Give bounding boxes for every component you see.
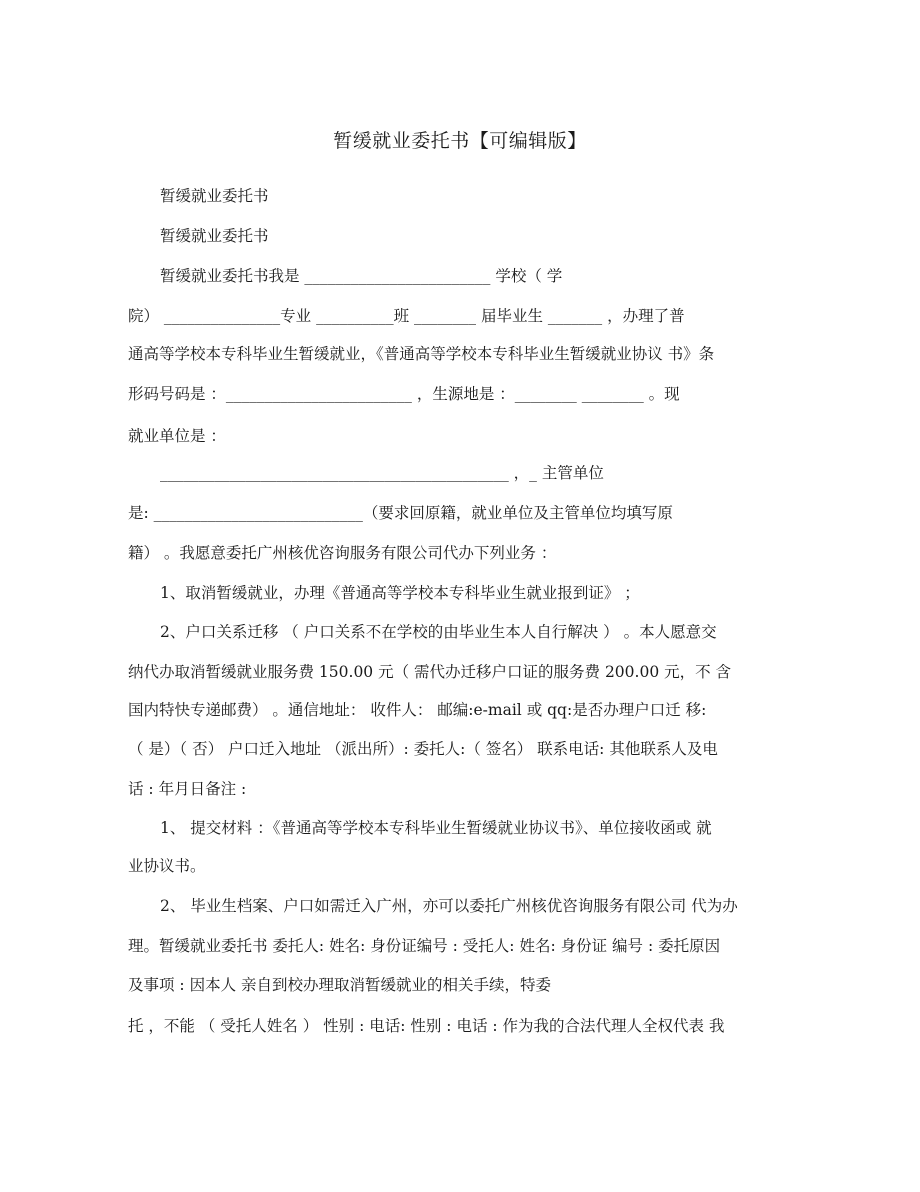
paragraph-line: （ 是）（ 否） 户口迁入地址 （派出所）: 委托人:（ 签名） 联系电话: 其他联系人及电 [128,740,718,758]
paragraph-line: 纳代办取消暂缓就业服务费 150.00 元（ 需代办迁移户口证的服务费 200.00 元，不 含 [128,663,732,681]
paragraph-line: 暂缓就业委托书 [160,227,269,245]
paragraph-line: 就业单位是 ： [128,427,226,445]
paragraph-line: 国内特快专递邮费） 。通信地址： 收件人： 邮编:e-mail 或 qq:是否办理户口迁 移: [128,701,707,719]
paragraph-line: 托 ，不能 （ 受托人姓名 ） 性别 : 电话: 性别 : 电话 : 作为我的合法代理人全权代表 我 [128,1017,725,1035]
paragraph-line: 通高等学校本专科毕业生暂缓就业，《普通高等学校本专科毕业生暂缓就业协议 书》条 [128,345,715,363]
list-item: 1、取消暂缓就业，办理《普通高等学校本专科毕业生就业报到证》 ； [160,584,640,602]
paragraph-line: 业协议书。 [128,857,206,875]
paragraph-line: 话 : 年月日备注 : [128,780,247,798]
paragraph-line: 是: ___________________________（要求回原籍，就业单位及主管单位均填写原 [128,504,673,522]
document-title: 暂缓就业委托书【可编辑版】 [333,130,587,152]
paragraph-line: 及事项 : 因本人 亲自到校办理取消暂缓就业的相关手续，特委 [128,976,552,994]
list-item: 2、 毕业生档案、户口如需迁入广州，亦可以委托广州核优咨询服务有限公司 代为办 [160,897,738,915]
paragraph-line: 理。暂缓就业委托书 委托人: 姓名: 身份证编号 : 受托人: 姓名: 身份证 编号 : 委托原因 [128,937,721,955]
list-item: 2、户口关系迁移 （ 户口关系不在学校的由毕业生本人自行解决 ） 。本人愿意交 [160,623,717,641]
paragraph-line: 暂缓就业委托书我是 ________________________ 学校（ 学 [160,267,563,285]
list-item: 1、 提交材料 ：《普通高等学校本专科毕业生暂缓就业协议书》、单位接收函或 就 [160,819,712,837]
paragraph-line: 院） _______________专业 __________班 ________ 届毕业生 _______ ，办理了普 [128,307,685,325]
paragraph-line: 暂缓就业委托书 [160,187,269,205]
paragraph-line: 籍） 。我愿意委托广州核优咨询服务有限公司代办下列业务 ： [128,544,557,562]
paragraph-line: 形码号码是 ：________________________ ，生源地是 ：________ ________ 。现 [128,385,680,403]
paragraph-line: _____________________________________________ ，_ 主管单位 [160,464,604,482]
